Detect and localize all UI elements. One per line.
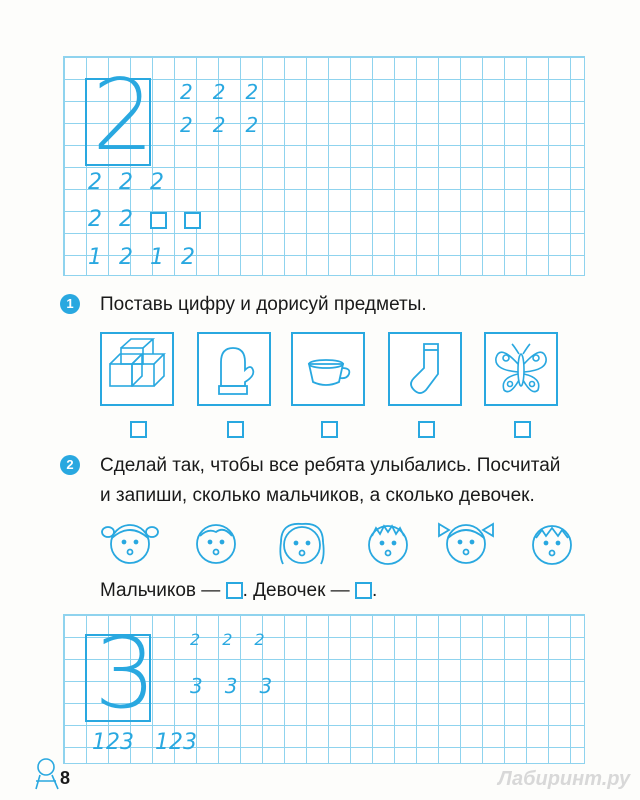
picture-box-mitten xyxy=(197,332,271,406)
task-2-text-line-1: Сделай так, чтобы все ребята улыбались. Посчитай xyxy=(100,455,561,476)
task-2-text-line-2: и запиши, сколько мальчиков, а сколько девочек. xyxy=(100,485,535,506)
page-number: 8 xyxy=(60,768,71,788)
mitten-icon xyxy=(199,334,269,404)
digit-row-2-2-2: 2 2 2 xyxy=(88,170,164,195)
boys-label: Мальчиков — xyxy=(100,580,221,601)
answer-square-cup[interactable] xyxy=(321,421,338,438)
boys-girls-line: Мальчиков — . Девочек — . xyxy=(100,580,378,601)
trace-row-bottom-2: 333 xyxy=(190,674,295,698)
picture-box-cup xyxy=(291,332,365,406)
picture-box-cubes xyxy=(100,332,174,406)
cubes-icon xyxy=(102,334,172,404)
girls-answer-square[interactable] xyxy=(355,582,372,599)
face-boy-3 xyxy=(522,512,582,572)
cup-icon xyxy=(293,334,363,404)
face-girl-3 xyxy=(433,510,499,572)
empty-answer-square[interactable] xyxy=(150,212,167,229)
face-boy-1 xyxy=(186,512,246,572)
face-girl-1 xyxy=(100,512,160,572)
sock-icon xyxy=(390,334,460,404)
big-digit-2: 2 xyxy=(92,59,155,173)
answer-square-butterfly[interactable] xyxy=(514,421,531,438)
face-boy-2 xyxy=(358,512,418,572)
answer-square-cubes[interactable] xyxy=(130,421,147,438)
butterfly-icon xyxy=(486,334,556,404)
character-icon xyxy=(30,755,64,795)
answer-square-mitten[interactable] xyxy=(227,421,244,438)
trace-row-1: 222 xyxy=(180,80,279,104)
face-girl-2 xyxy=(271,512,333,574)
digit-row-2-2-boxes: 2 2 xyxy=(88,207,201,232)
task-2-badge: 2 xyxy=(60,455,80,475)
digit-row-1-2-1-2: 1 2 1 2 xyxy=(88,245,195,270)
big-digit-3: 3 xyxy=(94,617,157,731)
picture-box-butterfly xyxy=(484,332,558,406)
picture-box-sock xyxy=(388,332,462,406)
answer-square-sock[interactable] xyxy=(418,421,435,438)
watermark: Лабиринт.ру xyxy=(498,768,631,790)
boys-answer-square[interactable] xyxy=(226,582,243,599)
trace-row-2: 222 xyxy=(180,113,279,137)
girls-label: . Девочек — xyxy=(242,580,350,601)
sequence-row-123: 123 123 xyxy=(92,730,197,755)
trace-row-bottom-1: 222 xyxy=(190,630,287,649)
task-1-badge: 1 xyxy=(60,294,80,314)
empty-answer-square[interactable] xyxy=(184,212,201,229)
task-1-text: Поставь цифру и дорисуй предметы. xyxy=(100,294,427,315)
